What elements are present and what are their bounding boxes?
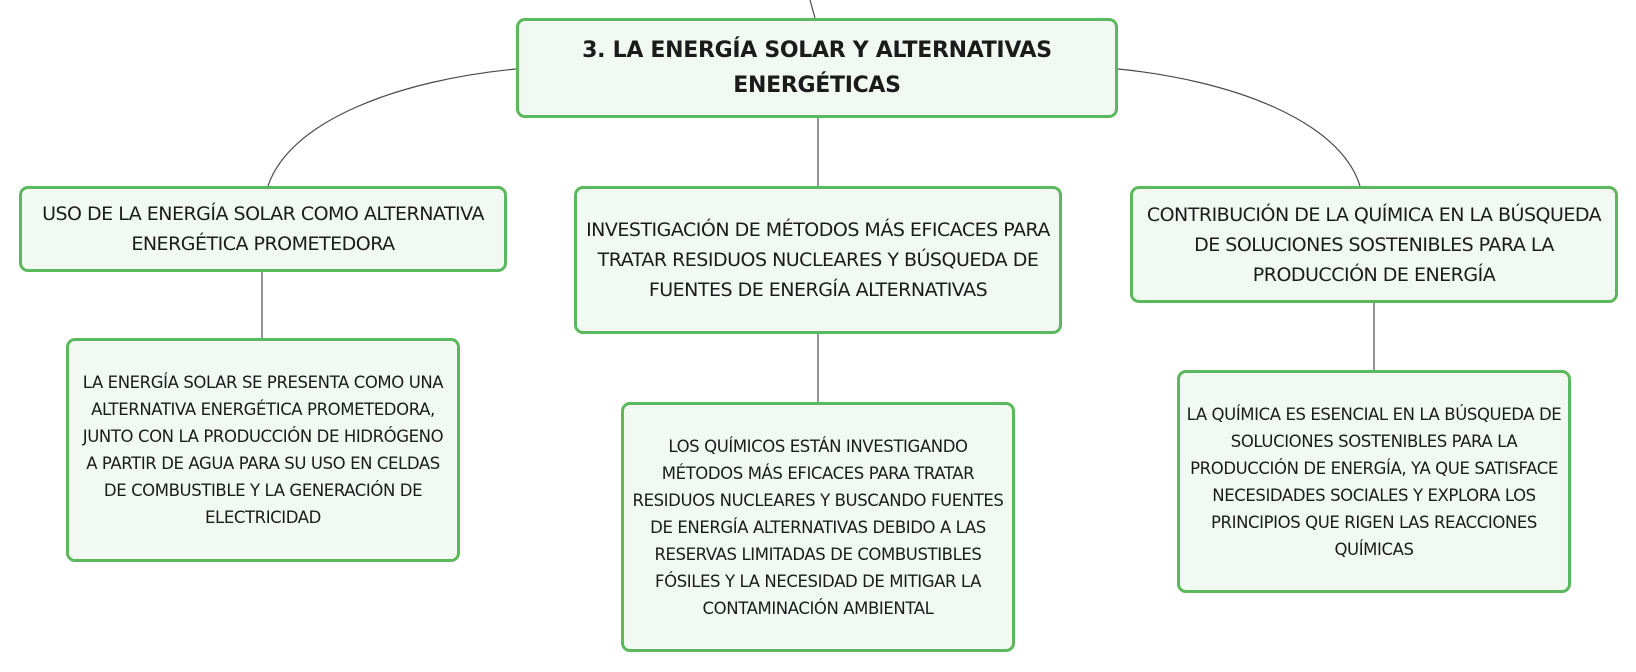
detail-text-nuclear-research: LOS QUÍMICOS ESTÁN INVESTIGANDO MÉTODOS MÁS EFICACES PARA TRATAR RESIDUOS NUCLEARES Y BUSCANDO FUENTES DE ENERGÍA ALTERNATIVAS DEBIDO A LAS RESERVAS LIMITADAS DE COMBUSTIBLES FÓSILES Y LA NECESIDAD DE MITIGAR LA CONTAMINACIÓN AMBIENTAL <box>632 436 1004 618</box>
connector-root-to-branch-3 <box>1118 69 1360 186</box>
detail-text-chemistry-contribution: LA QUÍMICA ES ESENCIAL EN LA BÚSQUEDA DE SOLUCIONES SOSTENIBLES PARA LA PRODUCCIÓN DE ENERGÍA, YA QUE SATISFACE NECESIDADES SOCIALES Y EXPLORA LOS PRINCIPIOS QUE RIGEN LAS REACCIONES QUÍMICAS <box>1186 404 1562 559</box>
detail-text-solar-energy: LA ENERGÍA SOLAR SE PRESENTA COMO UNA ALTERNATIVA ENERGÉTICA PROMETEDORA, JUNTO CON LA PRODUCCIÓN DE HIDRÓGENO A PARTIR DE AGUA PARA SU USO EN CELDAS DE COMBUSTIBLE Y LA GENERACIÓN DE ELECTRICIDAD <box>82 373 444 527</box>
branch-title-chemistry-contribution: CONTRIBUCIÓN DE LA QUÍMICA EN LA BÚSQUEDA DE SOLUCIONES SOSTENIBLES PARA LA PRODUCCIÓN DE ENERGÍA <box>1146 203 1602 286</box>
detail-node-nuclear-research[interactable] <box>621 402 1015 652</box>
branch-title-nuclear-research: INVESTIGACIÓN DE MÉTODOS MÁS EFICACES PARA TRATAR RESIDUOS NUCLEARES Y BÚSQUEDA DE FUENTES DE ENERGÍA ALTERNATIVAS <box>586 219 1050 301</box>
branch-node-nuclear-research[interactable] <box>574 186 1062 334</box>
connector-root-to-branch-1 <box>268 69 516 186</box>
detail-node-chemistry-contribution[interactable] <box>1177 370 1571 593</box>
branch-title-solar-energy: USO DE LA ENERGÍA SOLAR COMO ALTERNATIVA ENERGÉTICA PROMETEDORA <box>42 203 484 255</box>
root-topic-title: 3. LA ENERGÍA SOLAR Y ALTERNATIVAS ENERGÉTICAS <box>582 38 1052 98</box>
root-topic-node[interactable] <box>516 18 1118 118</box>
connector-parent-to-root <box>810 0 815 18</box>
branch-node-chemistry-contribution[interactable] <box>1130 186 1618 303</box>
branch-node-solar-energy[interactable] <box>19 186 507 272</box>
detail-node-solar-energy[interactable] <box>66 338 460 562</box>
